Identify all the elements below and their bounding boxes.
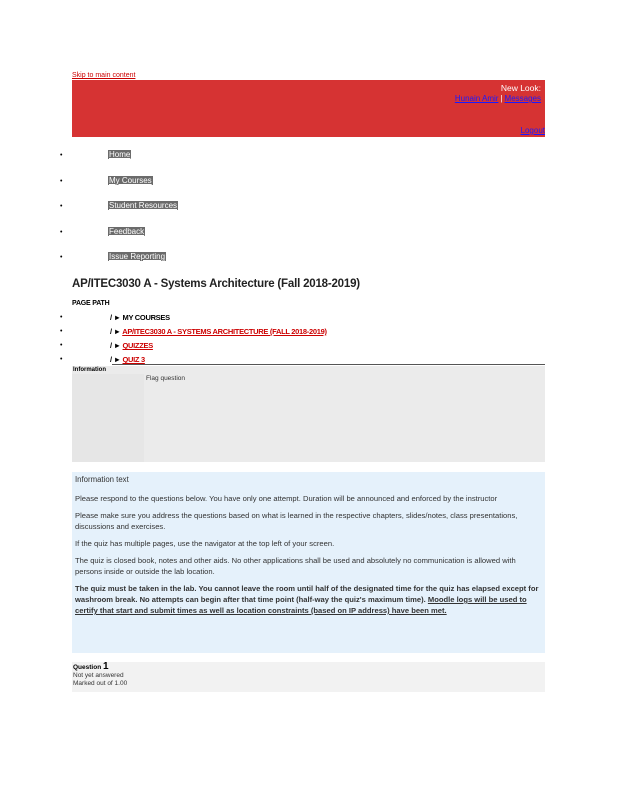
list-bullet: •	[60, 342, 63, 349]
breadcrumb-arrow-icon: / ►	[110, 341, 121, 350]
list-bullet: •	[60, 356, 63, 363]
new-look-label: New Look:	[500, 83, 541, 93]
question-label: Question	[73, 664, 102, 671]
breadcrumb-arrow-icon: / ►	[110, 355, 121, 364]
question-info-box	[72, 662, 545, 692]
question-status: Not yet answered	[73, 672, 124, 679]
user-links-separator: |	[500, 94, 503, 103]
list-bullet: •	[60, 328, 63, 335]
list-bullet: •	[60, 203, 63, 210]
list-bullet: •	[60, 177, 63, 185]
breadcrumb-arrow-icon: / ►	[110, 313, 121, 322]
question-heading	[73, 663, 544, 672]
info-paragraph: The quiz is closed book, notes and other aids. No other applications shall be used and absolutely no communication is allowed with persons inside or outside the lab location.	[75, 556, 516, 576]
information-text-box	[72, 472, 545, 653]
info-paragraph: If the quiz has multiple pages, use the navigator at the top left of your screen.	[75, 539, 335, 548]
information-box	[72, 366, 545, 462]
breadcrumb-course-link[interactable]: AP/ITEC3030 A - SYSTEMS ARCHITECTURE (FALL 2018-2019)	[122, 327, 327, 336]
list-bullet: •	[60, 314, 63, 321]
info-paragraph: Please make sure you address the questions based on what is learned in the respective chapters, slides/notes, class presentations, discussions and exercises.	[75, 511, 518, 531]
user-links	[455, 94, 541, 103]
breadcrumb-my-courses: MY COURSES	[122, 313, 170, 322]
list-bullet: •	[60, 254, 63, 261]
information-label: Information	[73, 367, 106, 373]
information-sidebar	[72, 374, 144, 462]
nav-link-student-resources[interactable]: Student Resources	[109, 201, 178, 210]
information-text-title: Information text	[75, 475, 129, 484]
list-bullet: •	[60, 228, 63, 236]
nav-link-home[interactable]: Home	[109, 150, 131, 159]
list-bullet: •	[60, 152, 63, 159]
rules-text: The quiz must be taken in the lab. You cannot leave the room until half of the designated time for the quiz has elapsed except for washroom break. No attempts can begin after that time point (half-way the quiz's maximum time).	[75, 584, 539, 604]
breadcrumb-quiz3-link[interactable]: QUIZ 3	[122, 355, 145, 364]
nav-link-feedback[interactable]: Feedback	[109, 226, 145, 236]
page-path-label: PAGE PATH	[72, 300, 110, 307]
question-number: 1	[102, 661, 109, 672]
nav-link-issue-reporting[interactable]: Issue Reporting	[109, 252, 166, 261]
nav-link-my-courses[interactable]: My Courses	[109, 175, 152, 185]
breadcrumb-arrow-icon: / ►	[110, 327, 121, 336]
question-marks: Marked out of 1.00	[73, 680, 128, 687]
divider	[112, 364, 545, 365]
course-title: AP/ITEC3030 A - Systems Architecture (Fall 2018-2019)	[72, 278, 360, 290]
user-profile-link[interactable]: Hunain Amir	[454, 94, 499, 103]
breadcrumb-quizzes-link[interactable]: QUIZZES	[122, 341, 153, 350]
logout-link[interactable]: Logout	[520, 126, 545, 135]
top-banner	[72, 80, 545, 137]
rules-underlined-text: Moodle logs will be used to certify that start and submit times as well as location constraints (based on IP address) have been met.	[75, 595, 527, 615]
messages-link[interactable]: Messages	[504, 94, 541, 103]
info-paragraph: Please respond to the questions below. You have only one attempt. Duration will be announced and enforced by the instructor	[75, 494, 498, 503]
info-paragraph-rules	[75, 583, 542, 616]
skip-to-main-link[interactable]: Skip to main content	[72, 72, 136, 79]
flag-question-link[interactable]: Flag question	[146, 375, 186, 382]
